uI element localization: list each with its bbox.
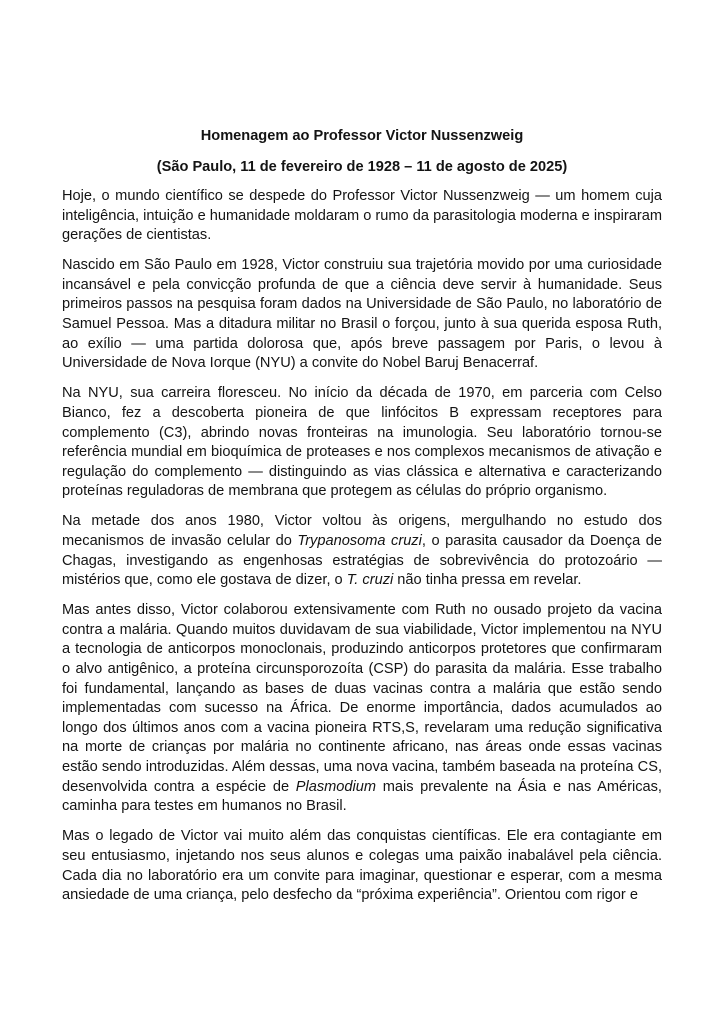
paragraph-text: Hoje, o mundo científico se despede do Professor Victor Nussenzweig — um homem cuja inteligência, intuição e humanidade moldaram o rumo da parasitologia moderna e inspiraram gerações de cientistas. <box>62 188 662 244</box>
paragraph-text: Nascido em São Paulo em 1928, Victor construiu sua trajetória movido por uma curiosidade incansável e pela convicção profunda de que a ciência deve servir à humanidade. Seus primeiros passos na pesquisa foram dados na Universidade de São Paulo, no laboratório de Samuel Pessoa. Mas a ditadura militar no Brasil o forçou, junto à sua querida esposa Ruth, ao exílio — uma partida dolorosa que, após breve passagem por Paris, o levou à Universidade de Nova Iorque (NYU) a convite do Nobel Baruj Benacerraf. <box>62 257 662 372</box>
body-paragraph <box>62 827 662 905</box>
paragraph-text: não tinha pressa em revelar. <box>393 572 582 589</box>
document-page <box>62 127 662 916</box>
paragraph-text: , o parasita causador da Doença de Chagas, investigando as engenhosas estratégias de sobrevivência do protozoário — mistérios que, como ele gostava de dizer, o <box>62 533 662 589</box>
body-paragraph <box>62 384 662 502</box>
paragraph-text: Na NYU, sua carreira floresceu. No início da década de 1970, em parceria com Celso Bianco, fez a descoberta pioneira de que linfócitos B expressam receptores para complemento (C3), abrindo novas fronteiras na imunologia. Seu laboratório tornou-se referência mundial em bioquímica de proteases e nos complexos mecanismos de ativação e regulação do complemento — distinguindo as vias clássica e alternativa e caracterizando proteínas reguladoras de membrana que protegem as células do próprio organismo. <box>62 385 662 500</box>
document-body <box>62 187 662 906</box>
paragraph-text: Mas antes disso, Victor colaborou extensivamente com Ruth no ousado projeto da vacina contra a malária. Quando muitos duvidavam de sua viabilidade, Victor implementou na NYU a tecnologia de anticorpos monoclonais, produzindo anticorpos protetores que confirmaram o alvo antigênico, a proteína circunsporozoíta (CSP) do parasita da malária. Esse trabalho foi fundamental, lançando as bases de duas vacinas contra a malária que estão sendo implementadas com sucesso na África. De enorme importância, dados acumulados ao longo dos últimos anos com a vacina pioneira RTS,S, revelaram uma redução significativa na morte de crianças por malária no continente africano, nas áreas onde essas vacinas estão sendo introduzidas. Além dessas, uma nova vacina, também baseada na proteína CS, desenvolvida contra a espécie de <box>62 602 662 795</box>
document-title: Homenagem ao Professor Victor Nussenzweig <box>200 128 524 144</box>
paragraph-text: Na metade dos anos 1980, Victor voltou às origens, mergulhando no estudo dos mecanismos de invasão celular do <box>62 513 662 549</box>
italic-term: Plasmodium <box>295 778 377 795</box>
body-paragraph <box>62 601 662 817</box>
italic-term: Trypanosoma cruzi <box>297 533 422 549</box>
italic-term: T. cruzi <box>346 572 394 589</box>
body-paragraph <box>62 187 662 246</box>
paragraph-text: Mas o legado de Victor vai muito além das conquistas científicas. Ele era contagiante em seu entusiasmo, injetando nos seus alunos e colegas uma paixão inabalável pela ciência. Cada dia no laboratório era um convite para imaginar, questionar e esperar, com a mesma ansiedade de uma criança, pelo desfecho da “próxima experiência”. Orientou com rigor e <box>62 828 662 904</box>
body-paragraph <box>62 256 662 374</box>
body-paragraph <box>62 512 662 590</box>
document-subtitle: (São Paulo, 11 de fevereiro de 1928 – 11 de agosto de 2025) <box>156 159 568 175</box>
paragraph-text: mais prevalente na Ásia e nas Américas, caminha para testes em humanos no Brasil. <box>62 778 662 815</box>
